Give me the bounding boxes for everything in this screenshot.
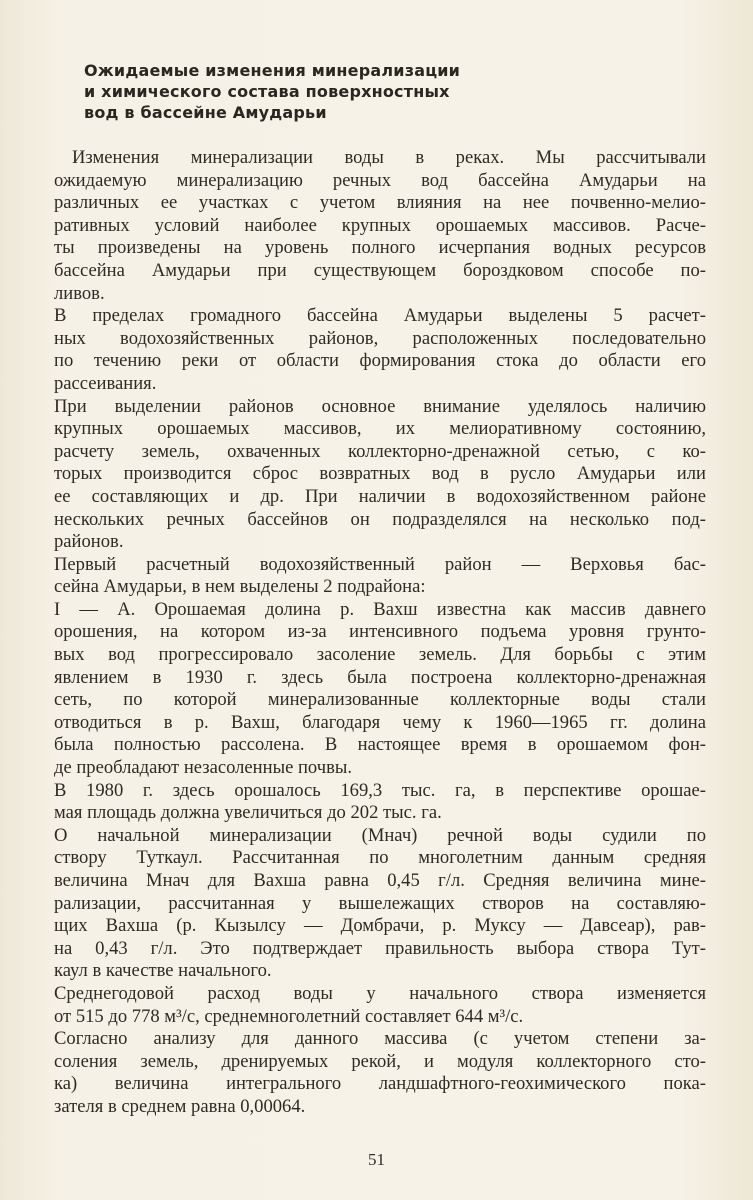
section-heading <box>84 60 544 123</box>
text-line: нескольких речных бассейнов он подразделялся на несколько под- <box>54 508 706 530</box>
text-line: ных водохозяйственных районов, расположенных последовательно <box>54 327 706 349</box>
text-line: мая площадь должна увеличиться до 202 тыс. га. <box>54 802 442 824</box>
heading-line: Ожидаемые изменения минерализации <box>84 61 461 80</box>
text-line: щих Вахша (р. Кызылсу — Домбрачи, р. Муксу — Давсеар), рав- <box>54 915 706 937</box>
text-line: орошения, на котором из-за интенсивного подъема уровня грунто- <box>54 621 706 643</box>
body-text <box>54 147 706 1119</box>
text-line: зателя в среднем равна 0,00064. <box>54 1095 306 1117</box>
text-line: расчету земель, охваченных коллекторно-дренажной сетью, с ко- <box>54 440 706 462</box>
text-line: по течению реки от области формирования стока до области его <box>54 350 706 372</box>
text-line: сейна Амударьи, в нем выделены 2 подрайона: <box>54 576 426 598</box>
page-number: 51 <box>368 1150 385 1169</box>
text-line: рализации, рассчитанная у вышележащих створов на составляю- <box>54 892 706 914</box>
text-line: каул в качестве начального. <box>54 960 272 982</box>
text-line: ливов. <box>54 282 105 304</box>
text-line: соления земель, дренируемых рекой, и модуля коллекторного сто- <box>54 1050 706 1072</box>
text-line: отводиться в р. Вахш, благодаря чему к 1960—1965 гг. долина <box>54 711 706 733</box>
text-line: Согласно анализу для данного массива (с учетом степени за- <box>54 1028 706 1050</box>
text-line: рассеивания. <box>54 372 157 394</box>
text-line: ожидаемую минерализацию речных вод бассейна Амударьи на <box>54 169 706 191</box>
text-line: При выделении районов основное внимание уделялось наличию <box>54 395 706 417</box>
text-line: В пределах громадного бассейна Амударьи выделены 5 расчет- <box>54 305 706 327</box>
text-line: от 515 до 778 м³/с, среднемноголетний составляет 644 м³/с. <box>54 1005 524 1027</box>
text-line: торых производится сброс возвратных вод в русло Амударьи или <box>54 463 706 485</box>
text-line: бассейна Амударьи при существующем бороздковом способе по- <box>54 259 706 281</box>
text-line: Среднегодовой расход воды у начального створа изменяется <box>54 982 706 1004</box>
text-line: ративных условий наиболее крупных орошаемых массивов. Расче- <box>54 214 706 236</box>
text-line: В 1980 г. здесь орошалось 169,3 тыс. га, в перспективе орошае- <box>54 779 706 801</box>
text-line: ты произведены на уровень полного исчерпания водных ресурсов <box>54 237 706 259</box>
text-line: I — А. Орошаемая долина р. Вахш известна как массив давнего <box>54 598 706 620</box>
heading-line: вод в бассейне Амударьи <box>84 103 327 122</box>
text-line: районов. <box>54 531 124 553</box>
text-line: вых вод прогрессировало засоление земель. Для борьбы с этим <box>54 644 706 666</box>
text-line: крупных орошаемых массивов, их мелиоративному состоянию, <box>54 418 706 440</box>
text-line: явлением в 1930 г. здесь была построена коллекторно-дренажная <box>54 666 706 688</box>
text-line: различных ее участках с учетом влияния на нее почвенно-мелио- <box>54 192 706 214</box>
text-line: О начальной минерализации (Мнач) речной воды судили по <box>54 824 706 846</box>
heading-line: и химического состава поверхностных <box>84 82 450 101</box>
text-line: ее составляющих и др. При наличии в водохозяйственном районе <box>54 485 706 507</box>
text-line: Изменения минерализации воды в реках. Мы рассчитывали <box>72 147 706 168</box>
text-line: величина Мнач для Вахша равна 0,45 г/л. Средняя величина мине- <box>54 870 706 891</box>
text-line: де преобладают незасоленные почвы. <box>54 757 353 779</box>
text-line: сеть, по которой минерализованные коллекторные воды стали <box>54 689 706 711</box>
text-line: была полностью рассолена. В настоящее время в орошаемом фон- <box>54 734 706 756</box>
text-line: ка) величина интегрального ландшафтного-геохимического пока- <box>54 1073 706 1095</box>
text-line: Первый расчетный водохозяйственный район — Верховья бас- <box>54 553 706 575</box>
text-line: на 0,43 г/л. Это подтверждает правильность выбора створа Тут- <box>54 937 706 959</box>
text-line: створу Туткаул. Рассчитанная по многолетним данным средняя <box>54 847 706 869</box>
